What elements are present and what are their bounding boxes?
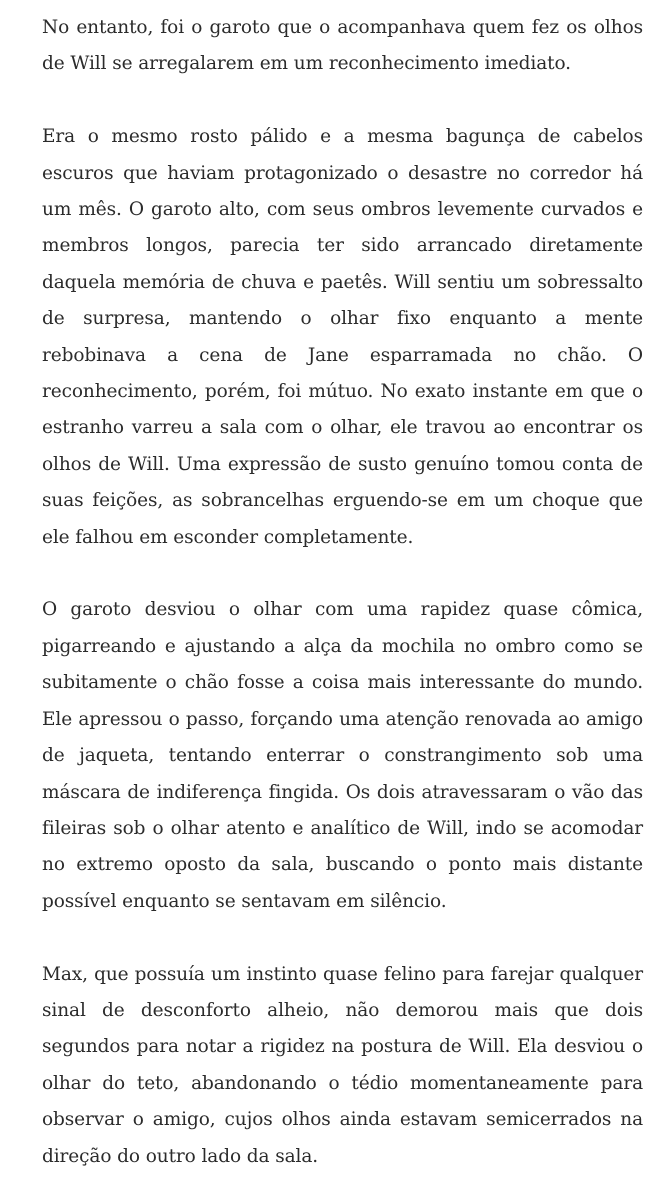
paragraph-1: No entanto, foi o garoto que o acompanhava quem fez os olhos de Will se arregalarem em um reconhecimento imediato.	[42, 17, 643, 75]
paragraph-2: Era o mesmo rosto pálido e a mesma bagunça de cabelos escuros que haviam protagonizado o desastre no corredor há um mês. O garoto alto, com seus ombros levemente curvados e membros longos, parecia ter sido arrancado diretamente daquela memória de chuva e paetês. Will sentiu um sobressalto de surpresa, mantendo o olhar fixo enquanto a mente rebobinava a cena de Jane esparramada no chão. O reconhecimento, porém, foi mútuo. No exato instante em que o estranho varreu a sala com o olhar, ele travou ao encontrar os olhos de Will. Uma expressão de susto genuíno tomou conta de suas feições, as sobrancelhas erguendo-se em um choque que ele falhou em esconder completamente.	[42, 126, 643, 548]
paragraph-4: Max, que possuía um instinto quase felino para farejar qualquer sinal de desconforto alheio, não demorou mais que dois segundos para notar a rigidez na postura de Will. Ela desviou o olhar do teto, abandonando o tédio momentaneamente para observar o amigo, cujos olhos ainda estavam semicerrados na direção do outro lado da sala.	[42, 963, 643, 1167]
paragraph-3: O garoto desviou o olhar com uma rapidez quase cômica, pigarreando e ajustando a alça da mochila no ombro como se subitamente o chão fosse a coisa mais interessante do mundo. Ele apressou o passo, forçando uma atenção renovada ao amigo de jaqueta, tentando enterrar o constrangimento sob uma máscara de indiferença fingida. Os dois atravessaram o vão das fileiras sob o olhar atento e analítico de Will, indo se acomodar no extremo oposto da sala, buscando o ponto mais distante possível enquanto se sentavam em silêncio.	[42, 599, 643, 912]
